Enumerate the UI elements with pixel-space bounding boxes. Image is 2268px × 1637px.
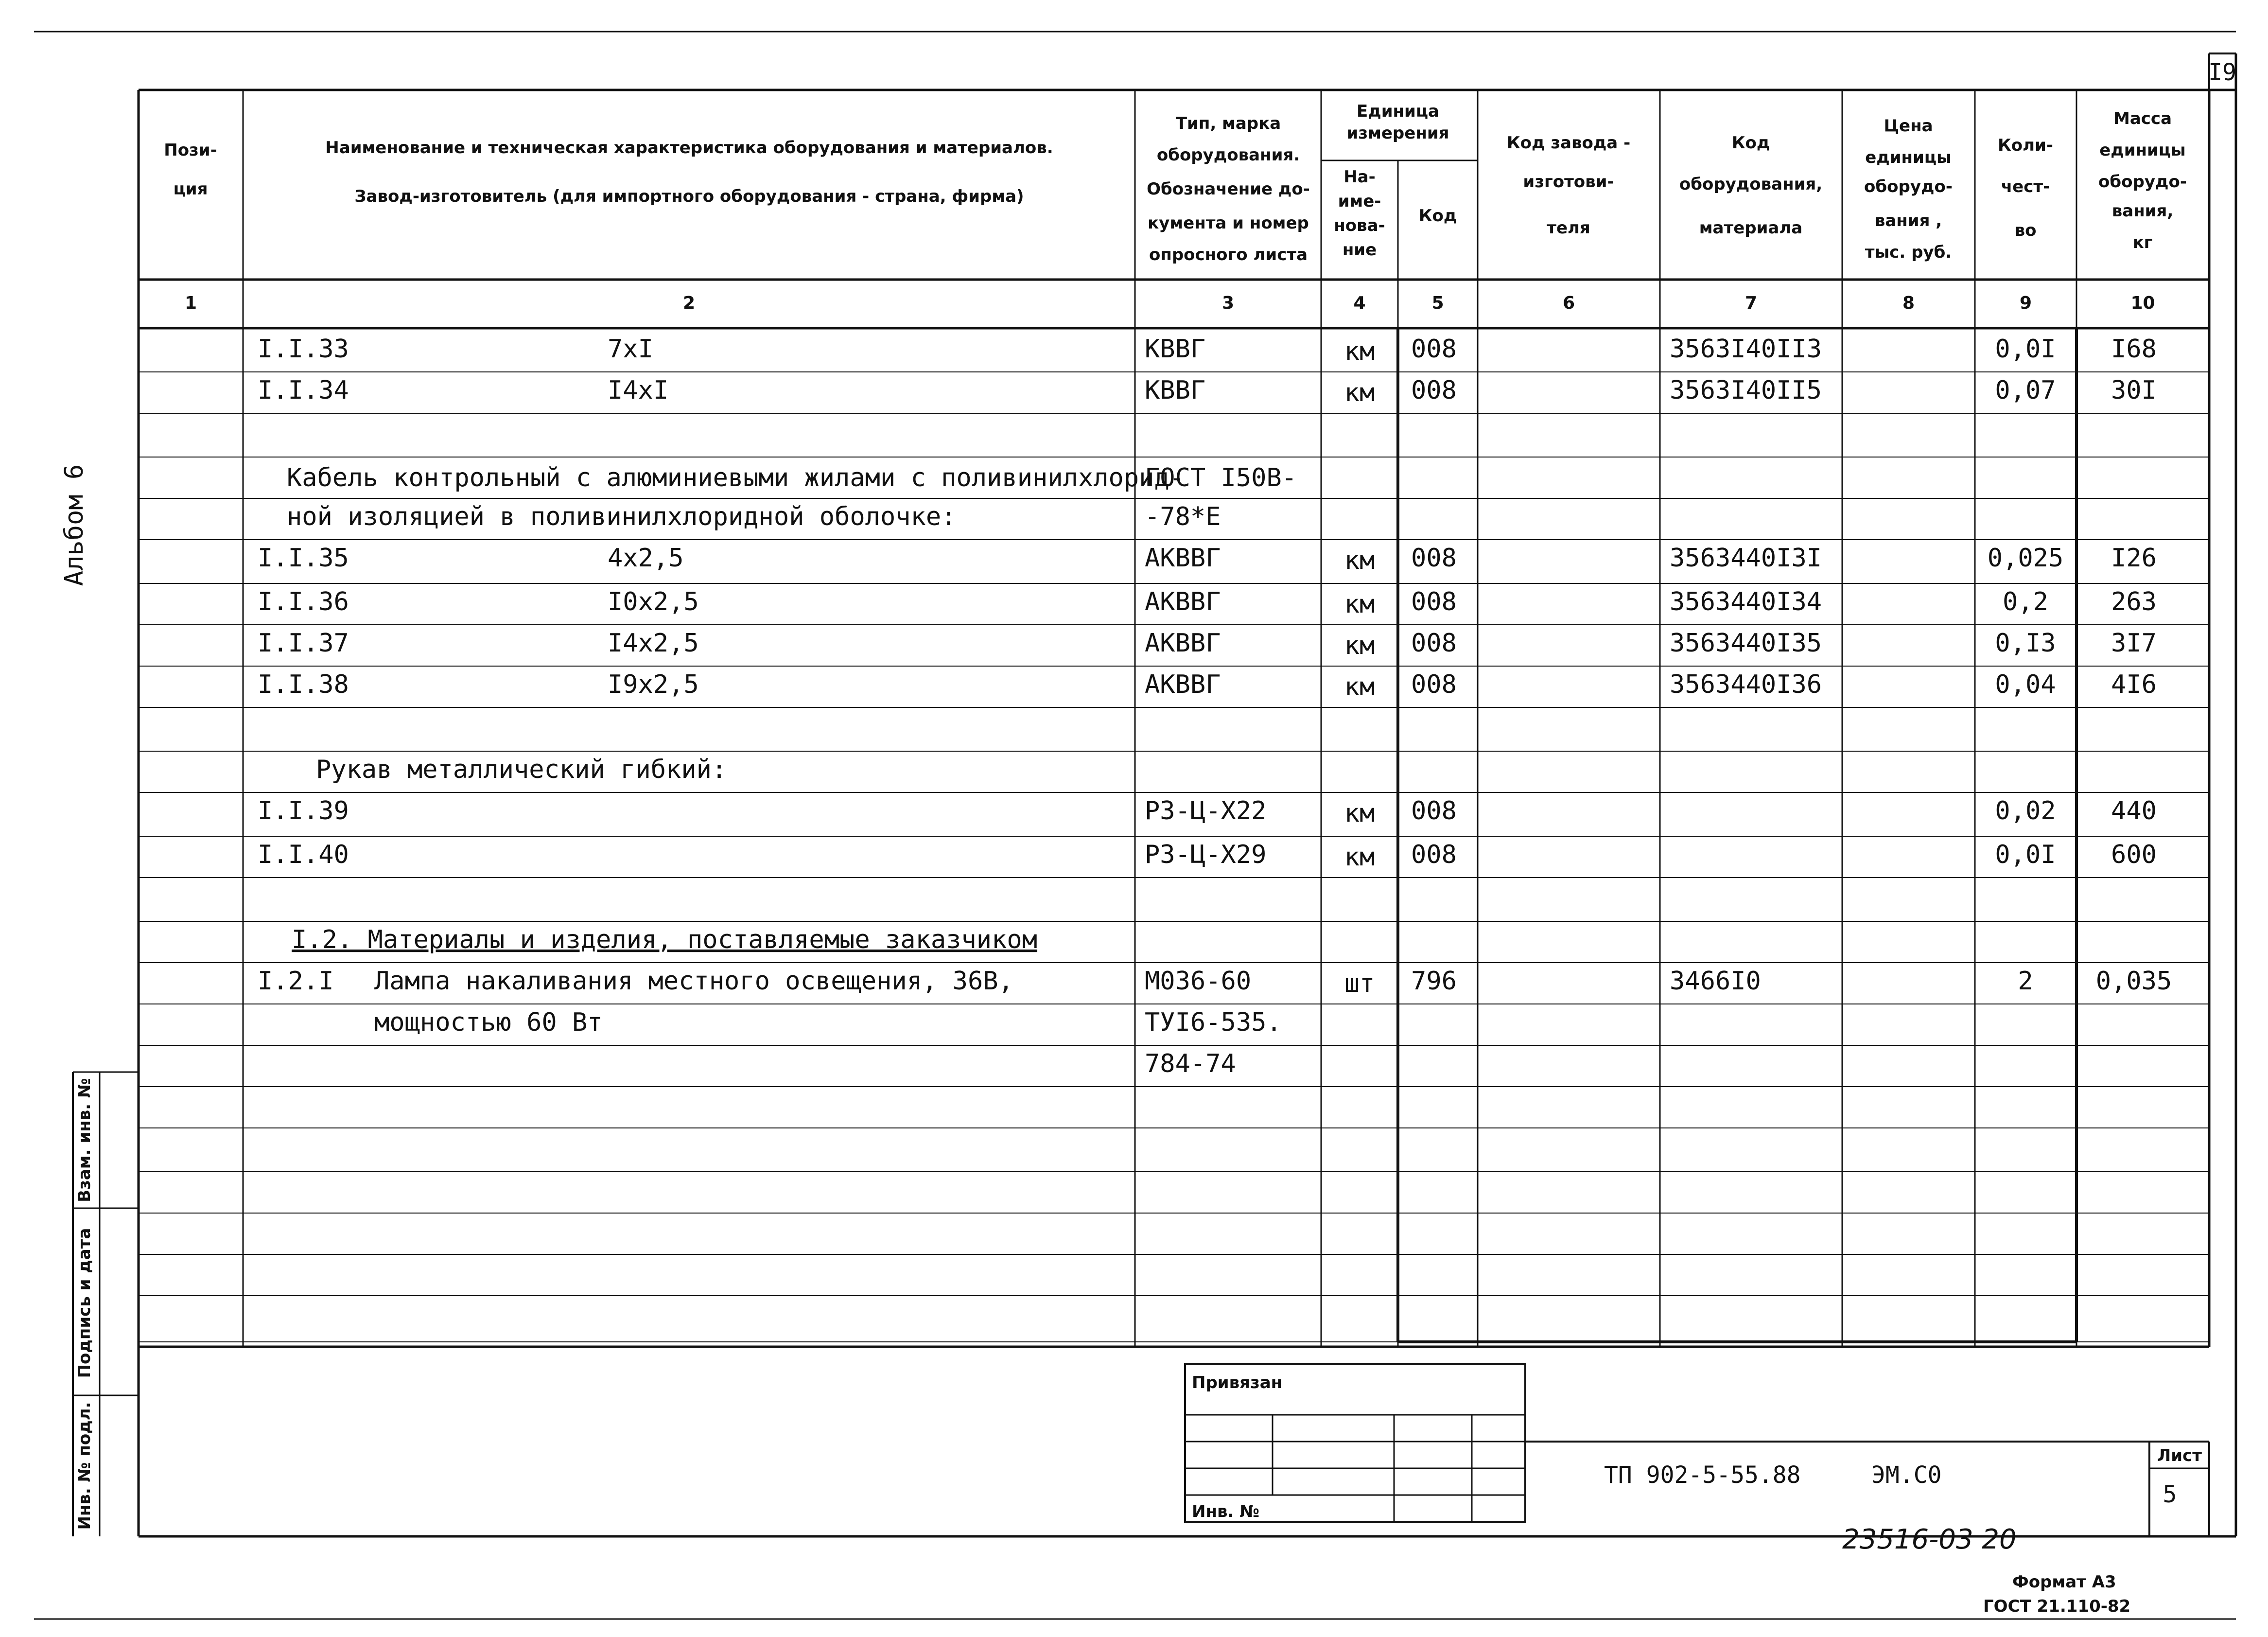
row-unit-code: 008 bbox=[1411, 587, 1457, 616]
row-unit: км bbox=[1344, 378, 1375, 407]
row-unit-code: 796 bbox=[1411, 967, 1457, 996]
row-unit-code: 008 bbox=[1411, 334, 1457, 364]
row-quantity: 0,0I bbox=[1995, 334, 2056, 364]
table-grid bbox=[34, 32, 2236, 1619]
gost-label: ГОСТ 21.110-82 bbox=[1983, 1597, 2131, 1616]
column-header-8: Цена bbox=[1884, 116, 1933, 136]
column-header-8: единицы bbox=[1865, 148, 1952, 167]
album-label: Альбом 6 bbox=[60, 464, 89, 586]
column-number-6: 6 bbox=[1562, 293, 1575, 313]
column-header-10: оборудо- bbox=[2098, 172, 2187, 192]
row-unit-code: 008 bbox=[1411, 670, 1457, 699]
column-header-2: Завод-изготовитель (для импортного оборудования - страна, фирма) bbox=[354, 187, 1024, 206]
row-equipment-code: 3563I40II3 bbox=[1670, 334, 1822, 364]
unit-group-header: Единица bbox=[1357, 102, 1439, 121]
side-label-signature-date: Подпись и дата bbox=[75, 1228, 94, 1378]
row-name: 4x2,5 bbox=[608, 544, 684, 573]
row-unit: шт bbox=[1344, 969, 1375, 998]
row-type: КВВГ bbox=[1145, 334, 1206, 364]
row-name: Лампа накаливания местного освещения, 36В, bbox=[374, 967, 1013, 996]
row-type: -78*Е bbox=[1145, 502, 1221, 531]
column-header-10: единицы bbox=[2099, 141, 2186, 160]
row-position: I.I.34 bbox=[258, 376, 349, 405]
document-suffix: ЭМ.С0 bbox=[1871, 1461, 1942, 1489]
column-header-4: нова- bbox=[1334, 216, 1385, 235]
handwritten-number: 23516-03 20 bbox=[1842, 1524, 2017, 1555]
row-type: КВВГ bbox=[1145, 376, 1206, 405]
column-header-4: На- bbox=[1343, 167, 1376, 187]
column-header-3: кумента и номер bbox=[1148, 213, 1309, 233]
row-type: Р3-Ц-Х22 bbox=[1145, 796, 1267, 826]
side-label-replacement-inv: Взам. инв. № bbox=[75, 1078, 94, 1202]
row-quantity: 0,025 bbox=[1987, 544, 2064, 573]
stamp-privyazan-label: Привязан bbox=[1192, 1373, 1283, 1392]
row-quantity: 0,2 bbox=[2003, 587, 2048, 616]
column-header-3: Обозначение до- bbox=[1147, 179, 1310, 199]
column-header-5: Код bbox=[1418, 206, 1457, 226]
row-name: Кабель контрольный с алюминиевыми жилами с поливинилхлорид- bbox=[287, 463, 1185, 493]
row-type: М036-60 bbox=[1145, 967, 1252, 996]
column-header-6: изготови- bbox=[1523, 172, 1614, 192]
side-label-original-inv: Инв. № подл. bbox=[75, 1402, 94, 1530]
column-header-2: Наименование и техническая характеристика оборудования и материалов. bbox=[325, 138, 1053, 158]
column-header-7: материала bbox=[1699, 218, 1803, 238]
row-name: 7xI bbox=[608, 334, 653, 364]
row-quantity: 0,04 bbox=[1995, 670, 2056, 699]
row-type: АКВВГ bbox=[1145, 544, 1221, 573]
row-name: I9x2,5 bbox=[608, 670, 699, 699]
row-unit-code: 008 bbox=[1411, 544, 1457, 573]
column-number-8: 8 bbox=[1902, 293, 1915, 313]
column-header-6: Код завода - bbox=[1506, 133, 1631, 153]
stamp-inv-label: Инв. № bbox=[1192, 1502, 1260, 1521]
column-header-10: Масса bbox=[2113, 109, 2172, 128]
row-type: Р3-Ц-Х29 bbox=[1145, 840, 1267, 869]
row-position: I.I.33 bbox=[258, 334, 349, 364]
column-header-9: чест- bbox=[2001, 177, 2050, 196]
row-name: ной изоляцией в поливинилхлоридной оболочке: bbox=[287, 502, 957, 531]
row-mass: 600 bbox=[2111, 840, 2157, 869]
row-position: I.2.I bbox=[258, 967, 334, 996]
row-unit-code: 008 bbox=[1411, 376, 1457, 405]
row-equipment-code: 3563440I3I bbox=[1670, 544, 1822, 573]
row-name: I.2. Материалы и изделия, поставляемые заказчиком bbox=[292, 925, 1038, 954]
row-type: ГОСТ I50В- bbox=[1145, 463, 1297, 493]
sheet-label: Лист bbox=[2157, 1446, 2202, 1465]
row-type: АКВВГ bbox=[1145, 670, 1221, 699]
row-unit-code: 008 bbox=[1411, 840, 1457, 869]
row-unit: км bbox=[1344, 843, 1375, 872]
row-name: I4xI bbox=[608, 376, 669, 405]
column-header-8: вания , bbox=[1874, 211, 1942, 230]
column-header-9: во bbox=[2014, 221, 2037, 240]
row-unit: км bbox=[1344, 799, 1375, 828]
row-equipment-code: 3466I0 bbox=[1670, 967, 1761, 996]
row-position: I.I.37 bbox=[258, 629, 349, 658]
row-equipment-code: 3563I40II5 bbox=[1670, 376, 1822, 405]
row-position: I.I.39 bbox=[258, 796, 349, 826]
column-header-4: ние bbox=[1342, 240, 1377, 260]
column-header-9: Коли- bbox=[1998, 136, 2053, 155]
column-header-8: оборудо- bbox=[1864, 177, 1953, 196]
column-header-6: теля bbox=[1547, 218, 1590, 238]
row-name: I4x2,5 bbox=[608, 629, 699, 658]
column-header-10: кг bbox=[2132, 233, 2153, 252]
row-mass: 4I6 bbox=[2111, 670, 2157, 699]
column-header-1: Пози- bbox=[164, 141, 217, 160]
row-type: 784-74 bbox=[1145, 1049, 1236, 1078]
page-number: I9 bbox=[2208, 59, 2236, 86]
column-number-1: 1 bbox=[184, 293, 197, 313]
row-quantity: 0,I3 bbox=[1995, 629, 2056, 658]
row-mass: I26 bbox=[2111, 544, 2157, 573]
row-unit: км bbox=[1344, 546, 1375, 575]
column-header-3: оборудования. bbox=[1156, 145, 1300, 165]
row-equipment-code: 3563440I34 bbox=[1670, 587, 1822, 616]
row-quantity: 0,02 bbox=[1995, 796, 2056, 826]
row-quantity: 0,07 bbox=[1995, 376, 2056, 405]
row-unit: км bbox=[1344, 590, 1375, 619]
row-mass: 0,035 bbox=[2095, 967, 2172, 996]
column-header-3: Тип, марка bbox=[1175, 114, 1281, 133]
row-mass: 263 bbox=[2111, 587, 2157, 616]
row-quantity: 2 bbox=[2018, 967, 2033, 996]
row-type: АКВВГ bbox=[1145, 629, 1221, 658]
row-unit-code: 008 bbox=[1411, 629, 1457, 658]
document-code: ТП 902-5-55.88 bbox=[1604, 1461, 1801, 1489]
row-mass: 30I bbox=[2111, 376, 2157, 405]
column-header-1: ция bbox=[173, 179, 208, 199]
format-label: Формат А3 bbox=[2012, 1572, 2116, 1592]
column-number-3: 3 bbox=[1221, 293, 1235, 313]
row-position: I.I.40 bbox=[258, 840, 349, 869]
unit-group-header: измерения bbox=[1346, 123, 1449, 143]
column-number-7: 7 bbox=[1745, 293, 1758, 313]
column-number-10: 10 bbox=[2130, 293, 2155, 313]
column-number-4: 4 bbox=[1353, 293, 1366, 313]
column-header-10: вания, bbox=[2111, 201, 2174, 221]
row-mass: I68 bbox=[2111, 334, 2157, 364]
table-text bbox=[60, 59, 2236, 1616]
row-quantity: 0,0I bbox=[1995, 840, 2056, 869]
row-position: I.I.36 bbox=[258, 587, 349, 616]
row-mass: 3I7 bbox=[2111, 629, 2157, 658]
row-unit: км bbox=[1344, 631, 1375, 660]
row-position: I.I.38 bbox=[258, 670, 349, 699]
row-type: АКВВГ bbox=[1145, 587, 1221, 616]
column-header-3: опросного листа bbox=[1149, 245, 1308, 264]
row-name: мощностью 60 Вт bbox=[374, 1008, 603, 1037]
column-number-9: 9 bbox=[2019, 293, 2032, 313]
column-number-5: 5 bbox=[1431, 293, 1444, 313]
row-unit: км bbox=[1344, 337, 1375, 366]
row-mass: 440 bbox=[2111, 796, 2157, 826]
row-type: ТУI6-535. bbox=[1145, 1008, 1282, 1037]
row-name: I0x2,5 bbox=[608, 587, 699, 616]
column-header-4: име- bbox=[1338, 192, 1381, 211]
sheet-number: 5 bbox=[2163, 1481, 2177, 1508]
row-equipment-code: 3563440I35 bbox=[1670, 629, 1822, 658]
row-unit-code: 008 bbox=[1411, 796, 1457, 826]
column-header-7: Код bbox=[1731, 133, 1770, 153]
row-name: Рукав металлический гибкий: bbox=[316, 755, 727, 784]
column-number-2: 2 bbox=[682, 293, 696, 313]
column-header-8: тыс. руб. bbox=[1865, 243, 1952, 262]
row-equipment-code: 3563440I36 bbox=[1670, 670, 1822, 699]
column-header-7: оборудования, bbox=[1679, 175, 1823, 194]
row-position: I.I.35 bbox=[258, 544, 349, 573]
row-unit: км bbox=[1344, 672, 1375, 702]
